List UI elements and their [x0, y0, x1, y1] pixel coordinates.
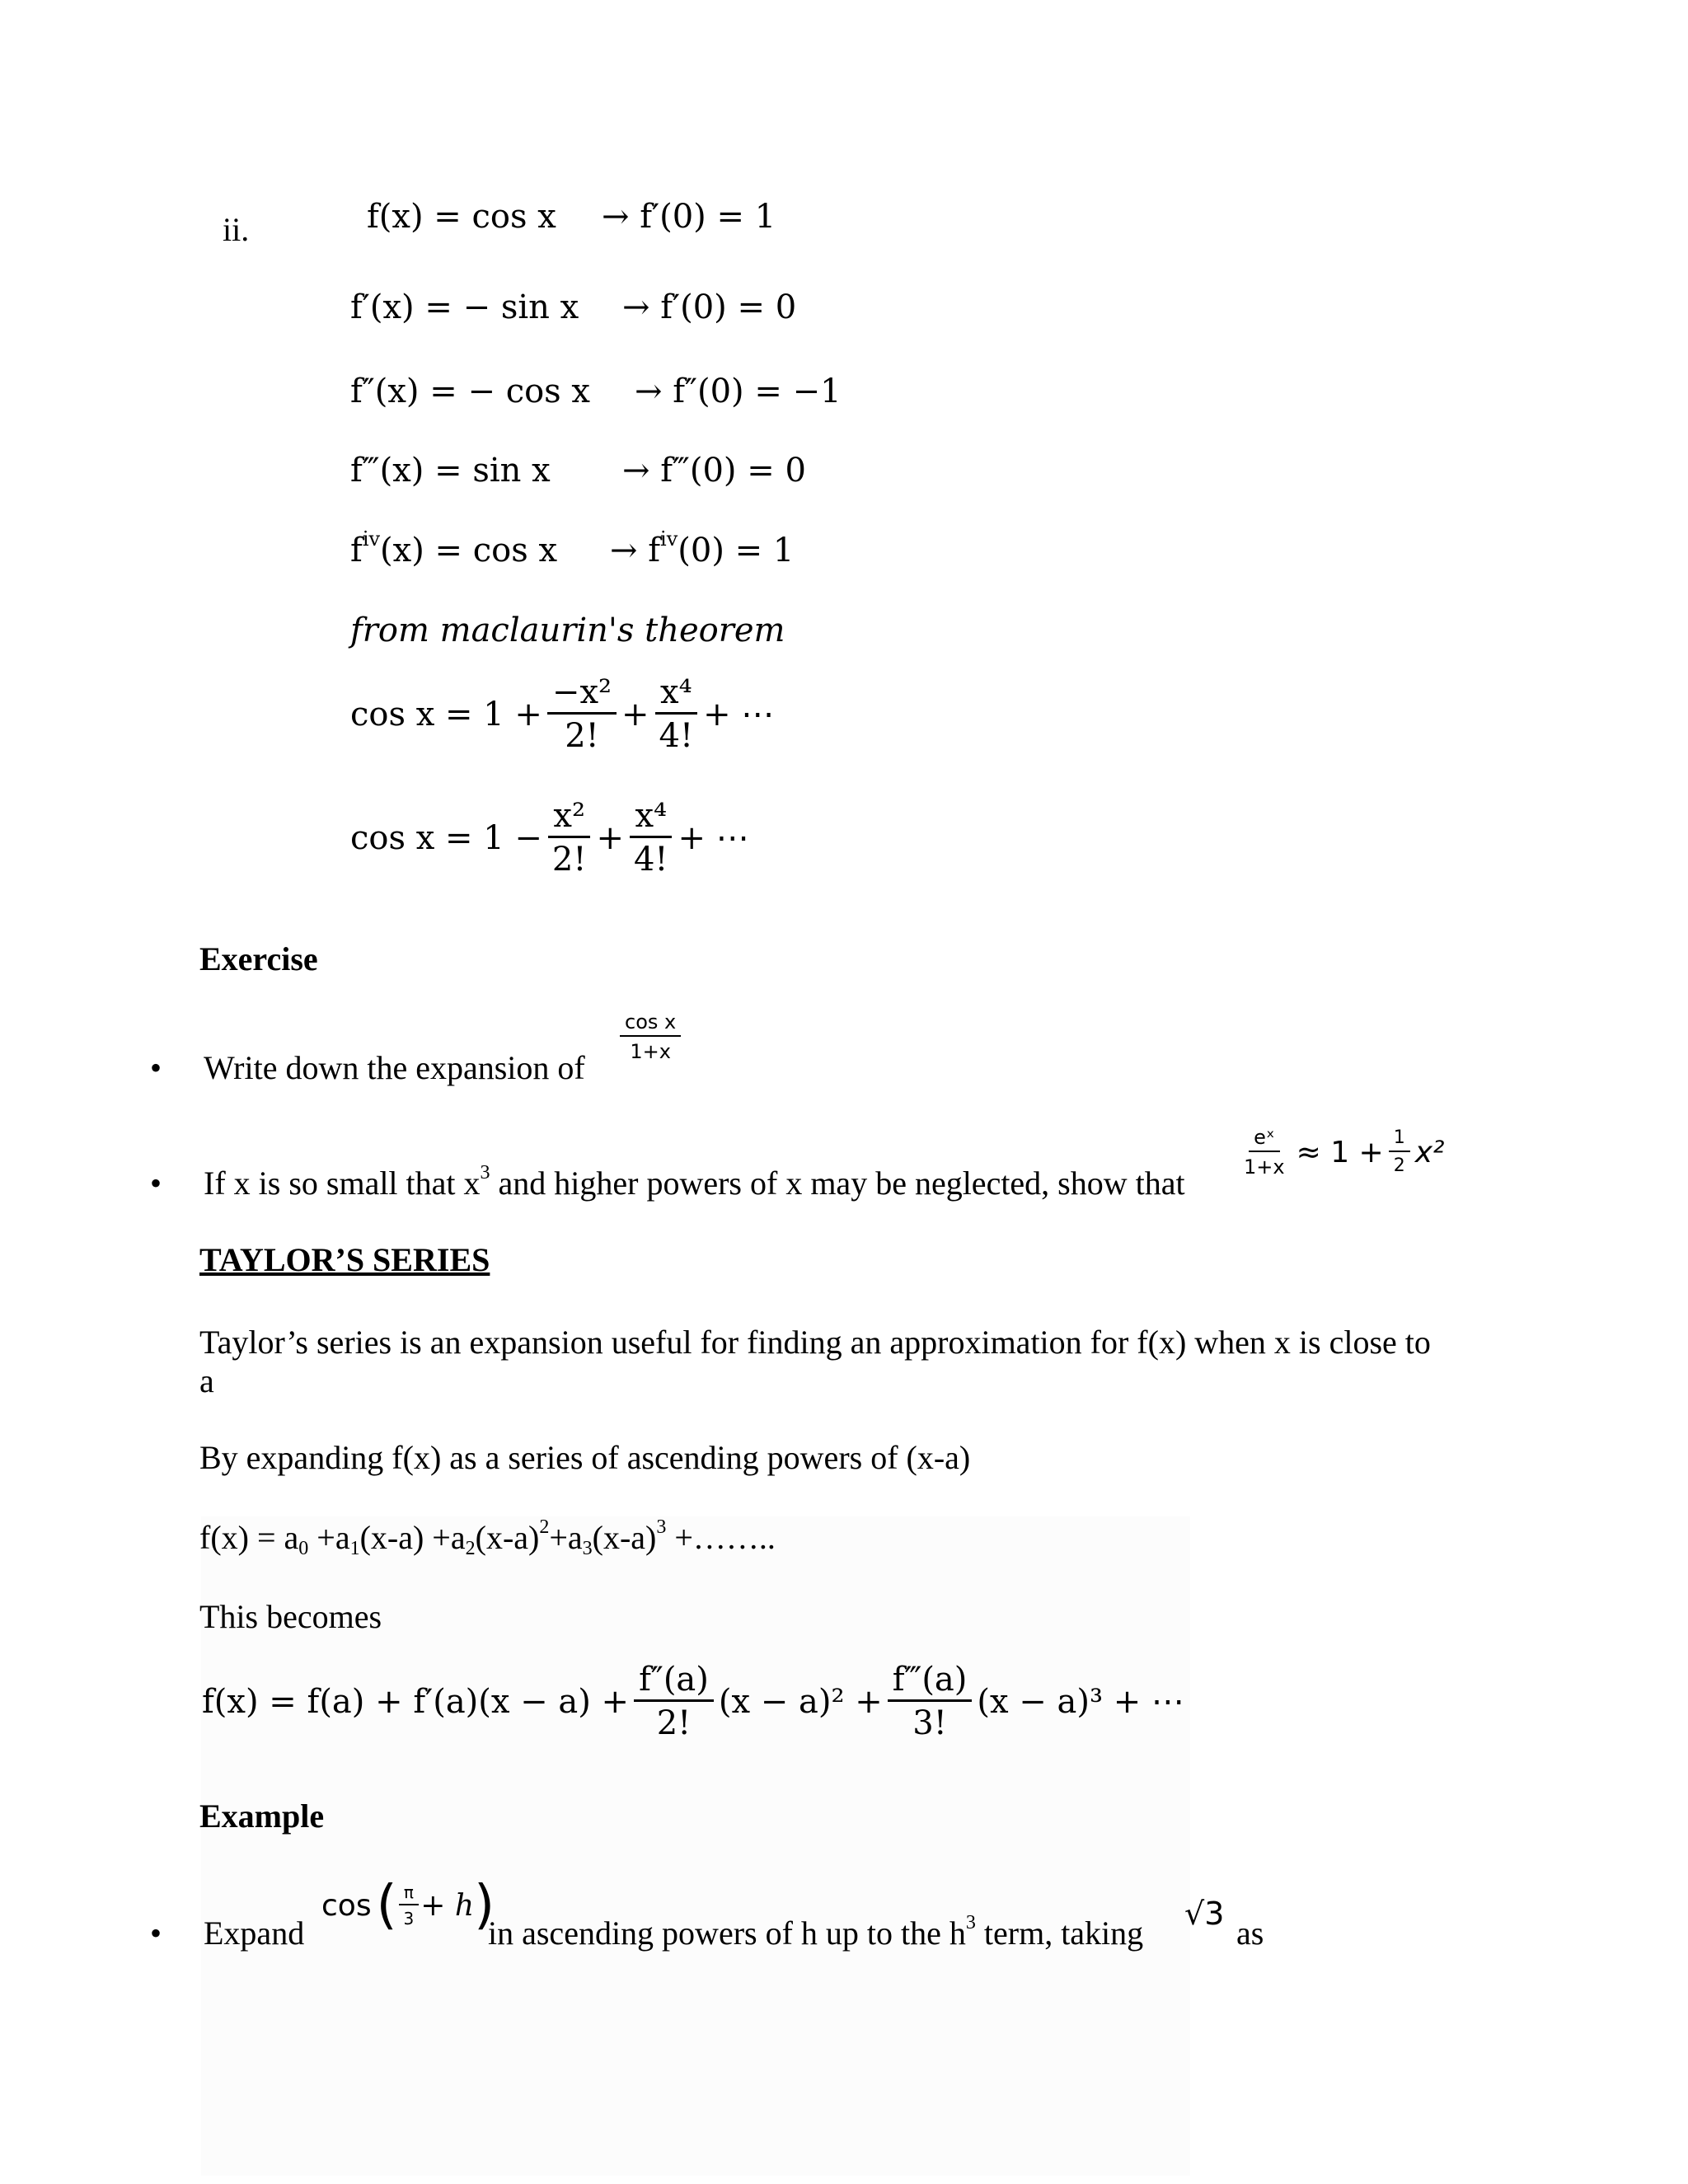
- derivative-rhs-1: → f′(0) = 0: [622, 288, 797, 326]
- derivative-rhs-4: → $f^{iv}(0) = 1$: [610, 527, 795, 569]
- bullet-icon: •: [150, 1049, 162, 1086]
- bullet-icon: •: [150, 1165, 162, 1202]
- example-1-text-2: in ascending powers of h up to the $h^3$ term, taking: [488, 1911, 1144, 1952]
- derivative-lhs-1: f′(x) = − sin x: [350, 288, 579, 326]
- example-1-text: Expand: [204, 1915, 305, 1952]
- exercise-1-text: Write down the expansion of: [204, 1049, 585, 1086]
- taylor-paragraph-2: By expanding f(x) as a series of ascending powers of (x-a): [199, 1439, 971, 1476]
- this-becomes: This becomes: [199, 1598, 382, 1635]
- taylor-formula: f(x) = f(a) + f′(a)(x − a) + $\frac{f''(a)}{2!}$ (x − a)² + $\frac{f‴(a)}{3!}$ (x − a)³ + ⋯: [202, 1661, 1184, 1742]
- taylor-heading: TAYLOR’S SERIES: [199, 1241, 490, 1278]
- taylor-paragraph-1: Taylor’s series is an expansion useful for finding an approximation for f(x) when x is close to: [199, 1324, 1431, 1361]
- derivative-lhs-4: $f^{iv}(x) = \cos x$: [350, 527, 558, 569]
- derivative-lhs-3: f‴(x) = sin x: [350, 452, 551, 490]
- example-heading: Example: [199, 1797, 325, 1835]
- bullet-icon: •: [150, 1915, 162, 1952]
- exercise-2-expression: $\frac{\text{eˣ}}{1+x}$ ≈ 1 + $\frac{1}{2}$ x²: [1244, 1126, 1445, 1179]
- cos-series-2: cos x = 1 − $\frac{\text{x²}}{2!}$ + $\frac{\text{x⁴}}{4!}$ + ⋯: [350, 797, 749, 879]
- cos-series-1: cos x = 1 + $\frac{\text{−x²}}{2!}$ + $\frac{\text{x⁴}}{4!}$ + ⋯: [350, 673, 775, 755]
- exercise-2-text: If x is so small that $x^3$ and higher powers of x may be neglected, show that: [204, 1161, 1185, 1202]
- exercise-1-fraction: $\frac{\text{cos x}}{1+x}$: [620, 1012, 681, 1062]
- derivative-rhs-3: → f‴(0) = 0: [622, 452, 806, 490]
- derivative-lhs-2: f″(x) = − cos x: [350, 373, 590, 410]
- derivative-rhs-0: → f′(0) = 1: [602, 198, 776, 236]
- derivative-rhs-2: → f″(0) = −1: [635, 373, 842, 410]
- sqrt-three: √3: [1184, 1896, 1225, 1932]
- derivative-lhs-0: f(x) = cos x: [367, 198, 556, 236]
- example-1-text-4: as: [1236, 1915, 1264, 1952]
- taylor-paragraph-1b: a: [199, 1362, 214, 1399]
- taylor-expansion-form: $f(x) = a_0 +a_1(x-a) +a_2(x-a)^2+a_3(x-a)^3$ +……..: [199, 1516, 776, 1560]
- example-label: ii.: [223, 211, 250, 248]
- example-1-cos-expression: cos ( $\frac{\pi}{3}$ + h ): [321, 1875, 495, 1936]
- exercise-heading: Exercise: [199, 940, 318, 977]
- theorem-note: from maclaurin's theorem: [350, 612, 785, 649]
